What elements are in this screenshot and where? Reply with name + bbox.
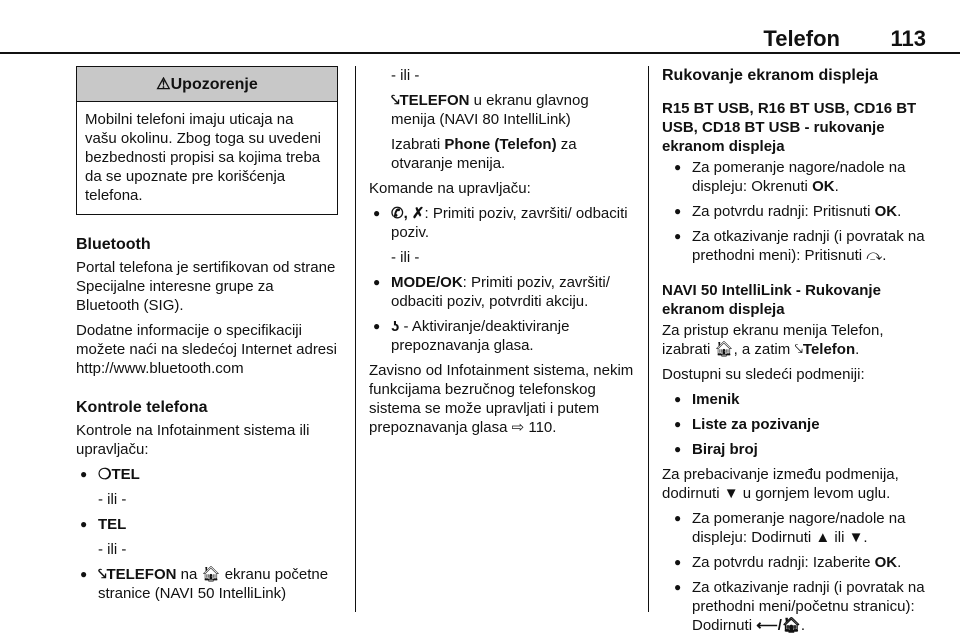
page-header <box>0 0 960 54</box>
voice-recognition-icon: ʖ <box>391 318 400 335</box>
home-icon: 🏠︎ <box>201 566 221 583</box>
list-item: ● Liste za pozivanje <box>662 415 928 434</box>
phone-handset-icon: ⤥ <box>98 566 107 583</box>
page-reference-icon: ⇨ <box>511 419 525 436</box>
column-middle <box>369 66 635 443</box>
or-separator: - ili - <box>98 491 127 508</box>
list-item: ● ✆, ✗: Primiti poziv, završiti/ odbaciti poziv. <box>369 204 635 242</box>
column-divider <box>648 66 649 612</box>
list-item: ● ʖ - Aktiviranje/deaktiviranje prepoznavanja glasa. <box>369 317 635 355</box>
subheading: R15 BT USB, R16 BT USB, CD16 BT USB, CD18 BT USB - rukovanje ekranom displeja <box>662 100 917 155</box>
subheading: NAVI 50 IntelliLink - Rukovanje ekranom displeja <box>662 282 881 318</box>
list-item: ● Imenik <box>662 390 928 409</box>
phone-button-icon: ❍ <box>98 466 112 483</box>
column-divider <box>355 66 356 612</box>
list-item: ● ⤥TELEFON na 🏠︎ ekranu početne stranice (NAVI 50 IntelliLink) <box>76 565 338 603</box>
home-icon: 🏠︎ <box>714 341 734 358</box>
column-right <box>662 66 928 641</box>
page-title: Telefon <box>763 26 840 51</box>
list-item: ● Za otkazivanje radnji (i povratak na prethodni meni): Pritisnuti ⤼. <box>662 227 928 265</box>
call-answer-end-icon: ✆, ✗ <box>391 205 425 222</box>
back-icon: ⤼ <box>866 247 883 264</box>
paragraph: Zavisno od Infotainment sistema, nekim funkcijama bezručnog telefonskog sistema se može upravljati i putem prepoznavanja glasa ⇨ 110. <box>369 362 634 436</box>
warning-triangle-icon: ⚠ <box>156 76 171 93</box>
back-home-icon: ⟵/🏠︎ <box>756 617 801 634</box>
list-item: ● Biraj broj <box>662 440 928 459</box>
warning-box <box>76 66 338 215</box>
paragraph: Za pristup ekranu menija Telefon, izabrati 🏠︎, a zatim ⤥Telefon. <box>662 322 884 358</box>
paragraph: Za prebacivanje između podmenija, dodirnuti ▼ u gornjem levom uglu. <box>662 466 899 502</box>
list-item: ● TEL <box>76 515 338 534</box>
paragraph: Dostupni su sledeći podmeniji: <box>662 366 865 383</box>
list-item: ● Za potvrdu radnji: Izaberite OK. <box>662 553 928 572</box>
page-number: 113 <box>890 26 926 51</box>
section-heading-phone-controls: Kontrole telefona <box>76 399 208 416</box>
paragraph: Kontrole na Infotainment sistema ili upravljaču: <box>76 422 310 458</box>
or-separator: - ili - <box>98 541 127 558</box>
paragraph: Komande na upravljaču: <box>369 180 531 197</box>
list-continuation: Izabrati Phone (Telefon) za otvaranje menija. <box>391 136 577 172</box>
list-item: ● Za potvrdu radnji: Pritisnuti OK. <box>662 202 928 221</box>
list-continuation: ⤥TELEFON u ekranu glavnog menija (NAVI 80 IntelliLink) <box>391 92 589 128</box>
or-separator: - ili - <box>391 249 420 266</box>
section-heading-display: Rukovanje ekranom displeja <box>662 67 879 84</box>
phone-handset-icon: ⤥ <box>794 341 803 358</box>
list-item: ● Za otkazivanje radnji (i povratak na prethodni meni/početnu stranicu): Dodirnuti ⟵/🏠︎. <box>662 578 928 635</box>
list-item: ● Za pomeranje nagore/nadole na displeju: Dodirnuti ▲ ili ▼. <box>662 509 928 547</box>
warning-header <box>77 67 337 102</box>
list-item: ● Za pomeranje nagore/nadole na displeju: Okrenuti OK. <box>662 158 928 196</box>
warning-text: Mobilni telefoni imaju uticaja na vašu okolinu. Zbog toga su uvedeni bezbednosti propisi sa kojima treba da se upoznate pre korišćenja telefona. <box>85 111 321 204</box>
phone-handset-icon: ⤥ <box>391 92 400 109</box>
paragraph: Portal telefona je sertifikovan od strane Specijalne interesne grupe za Bluetooth (SIG). <box>76 259 336 314</box>
section-heading-bluetooth: Bluetooth <box>76 236 151 253</box>
or-separator: - ili - <box>391 67 420 84</box>
list-item: ● ❍TEL <box>76 465 338 484</box>
column-left <box>76 66 338 609</box>
list-item: ● MODE/OK: Primiti poziv, završiti/ odbaciti poziv, potvrditi akciju. <box>369 273 635 311</box>
paragraph: Dodatne informacije o specifikaciji možete naći na sledećoj Internet adresi http://www.bluetooth.com <box>76 322 337 377</box>
warning-title: Upozorenje <box>170 76 258 93</box>
